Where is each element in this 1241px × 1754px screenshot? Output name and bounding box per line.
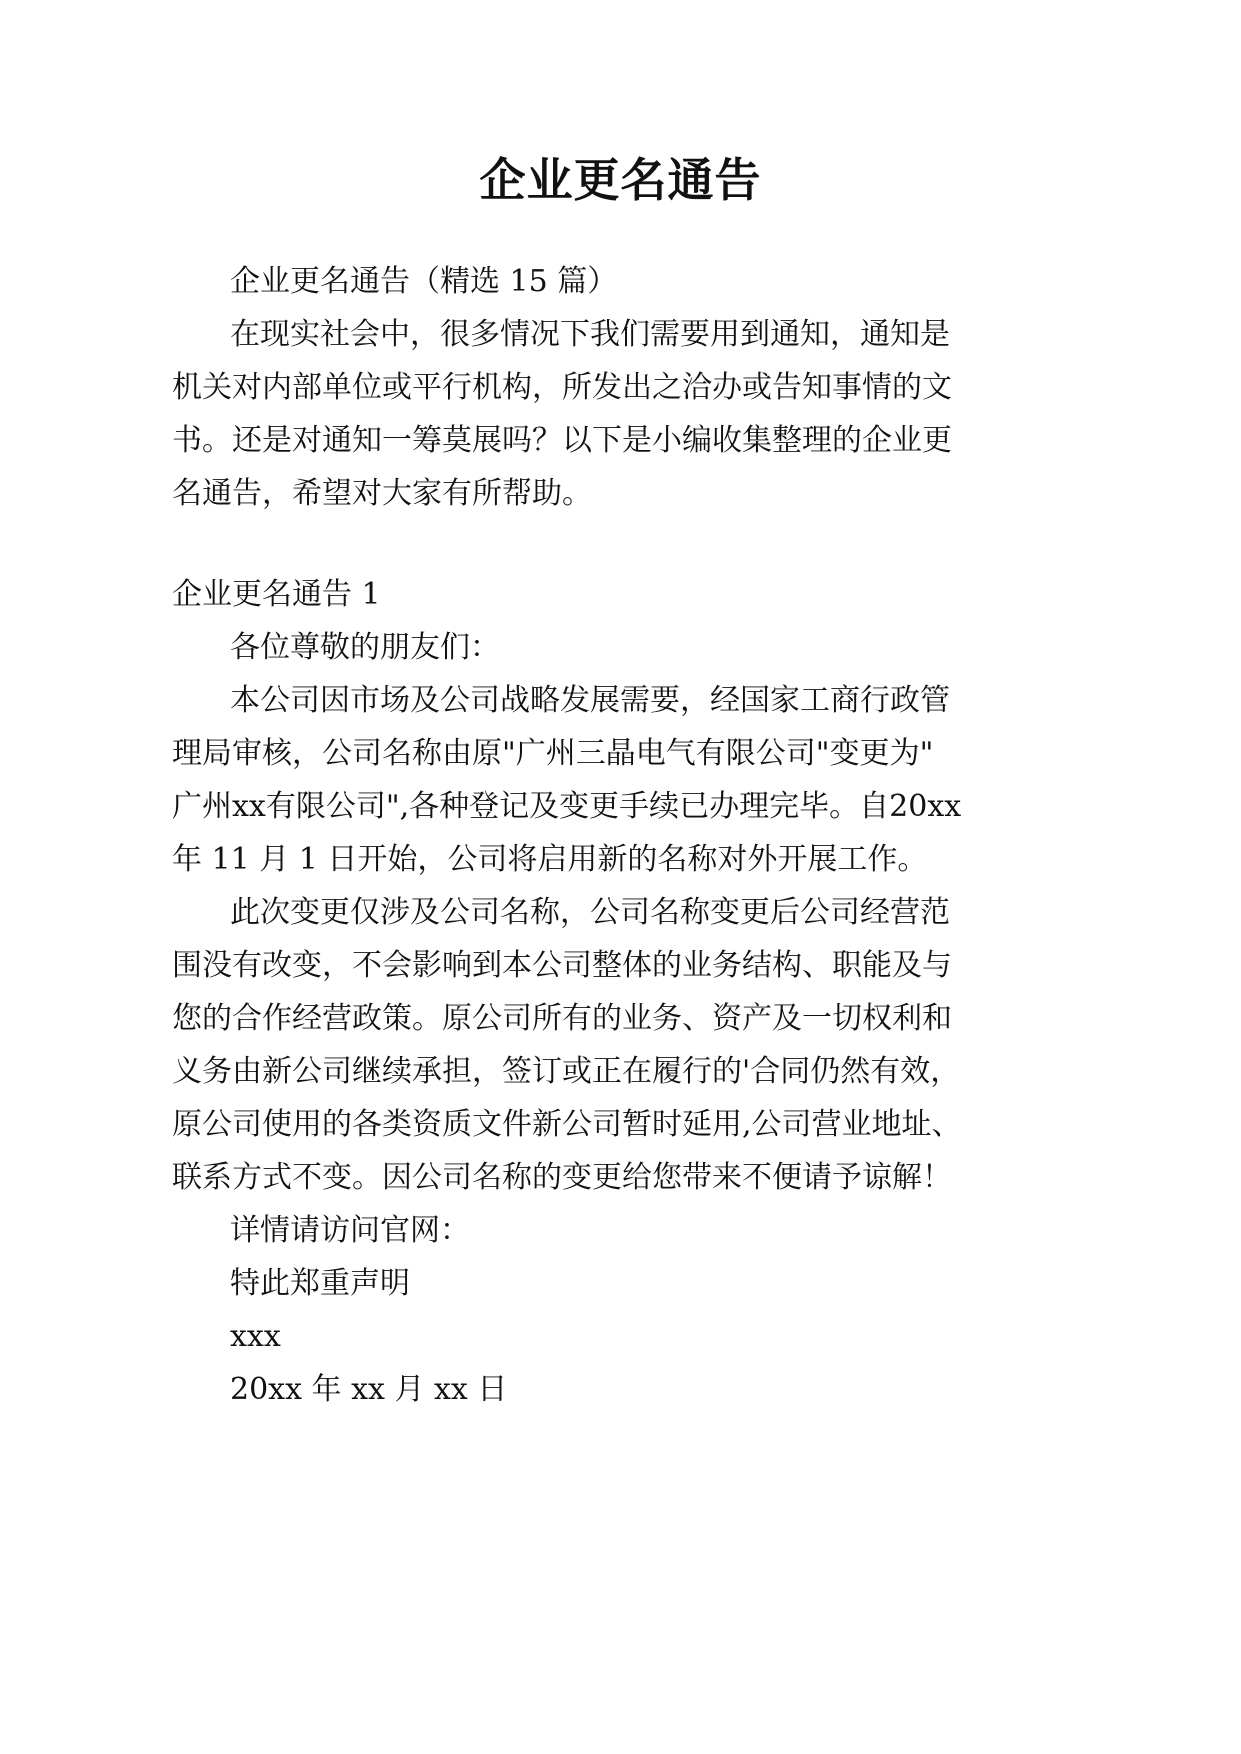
paragraph-text: 联系方式不变。因公司名称的变更给您带来不便请予谅解！ (172, 1160, 952, 1195)
salutation: 各位尊敬的朋友们： (230, 630, 500, 665)
intro-heading: 企业更名通告（精选 15 篇） (230, 264, 618, 299)
paragraph-text: 本公司因市场及公司战略发展需要，经国家工商行政管 (230, 683, 950, 718)
website-text: 详情请访问官网： (230, 1213, 470, 1248)
paragraph-text: 围没有改变，不会影响到本公司整体的业务结构、职能及与 (172, 948, 952, 983)
paragraph-text: 原公司使用的各类资质文件新公司暂时延用,公司营业地址、 (172, 1107, 962, 1142)
paragraph-text: 年 11 月 1 日开始，公司将启用新的名称对外开展工作。 (172, 842, 928, 877)
paragraph-text: 广州xx有限公司",各种登记及变更手续已办理完毕。自20xx (172, 789, 962, 824)
date: 20xx 年 xx 月 xx 日 (230, 1372, 508, 1407)
intro-text: 书。还是对通知一筹莫展吗？以下是小编收集整理的企业更 (172, 423, 952, 458)
paragraph-text: 理局审核，公司名称由原"广州三晶电气有限公司"变更为" (172, 736, 934, 771)
intro-text: 名通告，希望对大家有所帮助。 (172, 476, 592, 511)
document-title: 企业更名通告 (479, 153, 762, 207)
paragraph-text: 您的合作经营政策。原公司所有的业务、资产及一切权利和 (172, 1001, 952, 1036)
intro-text: 在现实社会中，很多情况下我们需要用到通知，通知是 (230, 317, 950, 352)
declaration-text: 特此郑重声明 (230, 1266, 410, 1301)
signature: xxx (230, 1319, 281, 1354)
section-heading: 企业更名通告 1 (172, 577, 381, 612)
paragraph-text: 此次变更仅涉及公司名称，公司名称变更后公司经营范 (230, 895, 950, 930)
intro-text: 机关对内部单位或平行机构，所发出之洽办或告知事情的文 (172, 370, 952, 405)
paragraph-text: 义务由新公司继续承担，签订或正在履行的'合同仍然有效， (172, 1054, 961, 1089)
